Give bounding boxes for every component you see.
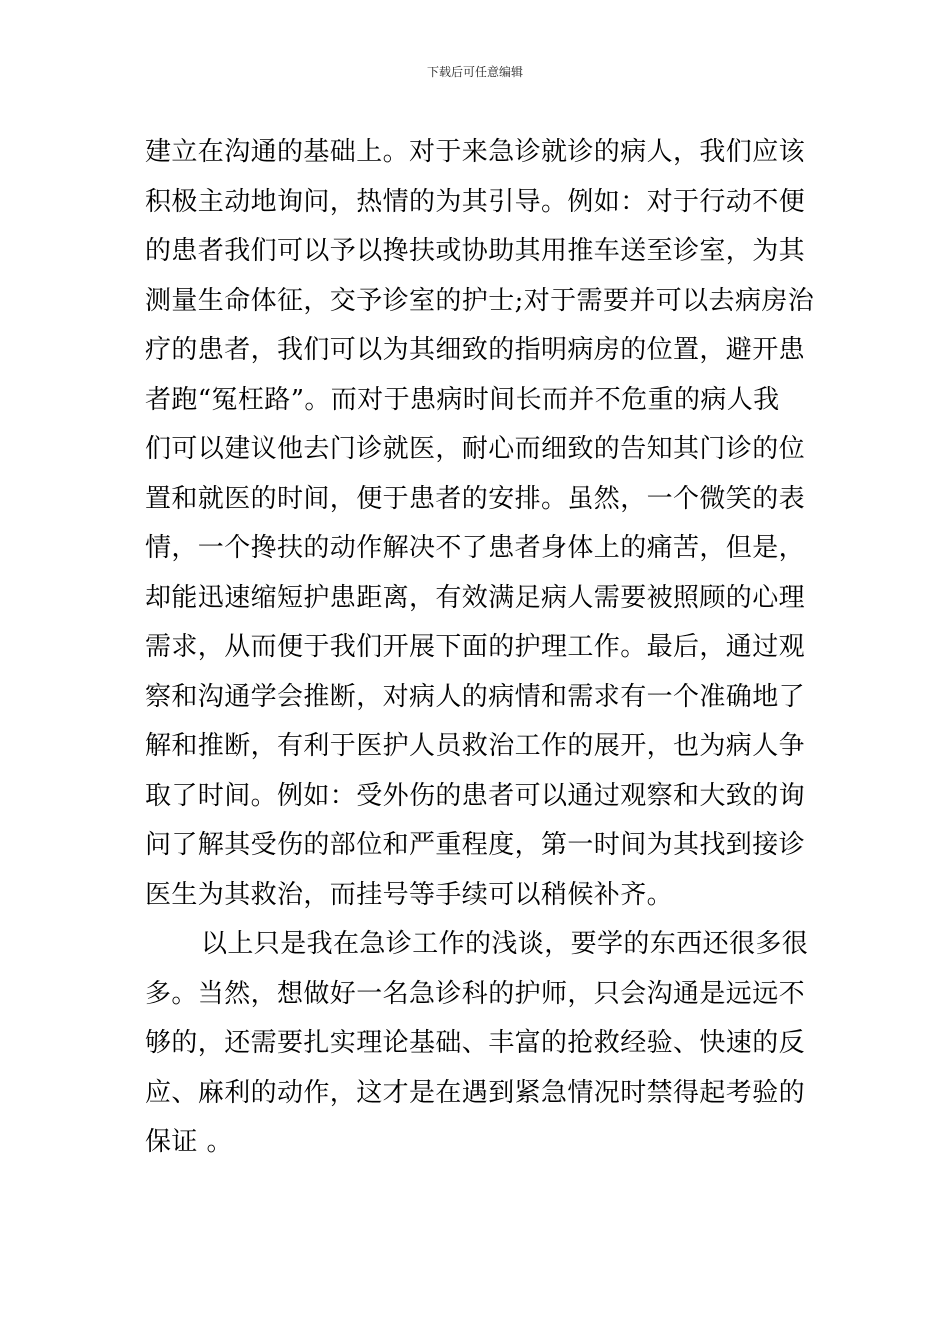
text-line: 够的，还需要扎实理论基础、丰富的抢救经验、快速的反 xyxy=(145,1028,806,1058)
text-line: 保证 。 xyxy=(145,1127,233,1157)
page-header: 下载后可任意编辑 xyxy=(426,65,523,79)
text-line: 问了解其受伤的部位和严重程度，第一时间为其找到接诊 xyxy=(145,830,806,860)
text-line: 的患者我们可以予以搀扶或协助其用推车送至诊室，为其 xyxy=(145,236,806,266)
text-line: 解和推断，有利于医护人员救治工作的展开，也为病人争 xyxy=(145,731,806,761)
text-line: 需求，从而便于我们开展下面的护理工作。最后，通过观 xyxy=(145,632,806,662)
text-line: 情，一个搀扶的动作解决不了患者身体上的痛苦，但是， xyxy=(145,533,806,563)
text-line-indented: 以上只是我在急诊工作的浅谈，要学的东西还很多很 xyxy=(201,929,809,959)
paragraph-1 xyxy=(145,128,815,920)
text-line: 们可以建议他去门诊就医，耐心而细致的告知其门诊的位 xyxy=(145,434,806,464)
text-line: 医生为其救治，而挂号等手续可以稍候补齐。 xyxy=(145,879,674,910)
text-line: 测量生命体征，交予诊室的护士;对于需要并可以去病房治 xyxy=(145,285,815,316)
document-body xyxy=(145,128,815,1168)
text-line: 积极主动地询问，热情的为其引导。例如：对于行动不便 xyxy=(145,186,806,217)
text-line: 取了时间。例如：受外伤的患者可以通过观察和大致的询 xyxy=(145,780,806,811)
text-line: 建立在沟通的基础上。对于来急诊就诊的病人，我们应该 xyxy=(145,137,806,167)
text-line: 置和就医的时间，便于患者的安排。虽然，一个微笑的表 xyxy=(145,483,806,514)
text-line: 疗的患者，我们可以为其细致的指明病房的位置，避开患 xyxy=(145,335,806,365)
text-line: 多。当然，想做好一名急诊科的护师，只会沟通是远远不 xyxy=(145,978,806,1009)
text-line: 却能迅速缩短护患距离，有效满足病人需要被照顾的心理 xyxy=(145,582,806,613)
paragraph-2 xyxy=(145,920,815,1168)
text-line: 者跑“冤枉路”。而对于患病时间长而并不危重的病人我 xyxy=(145,384,780,415)
text-line: 察和沟通学会推断，对病人的病情和需求有一个准确地了 xyxy=(145,681,806,712)
text-line: 应、麻利的动作，这才是在遇到紧急情况时禁得起考验的 xyxy=(145,1077,806,1108)
